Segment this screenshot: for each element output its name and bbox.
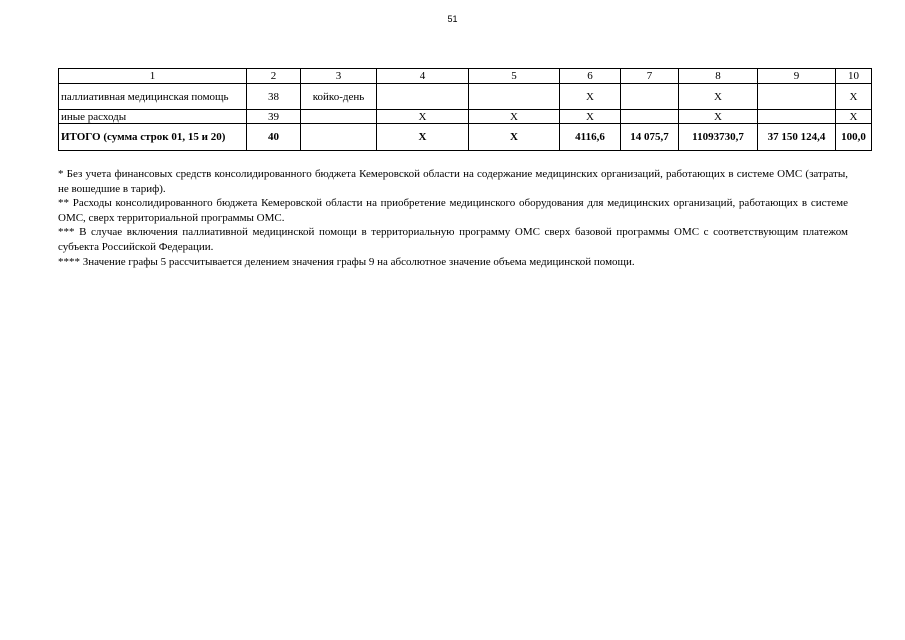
table-cell: 14 075,7 [621, 124, 679, 151]
table-total-row [59, 124, 872, 151]
table-cell: 100,0 [836, 124, 872, 151]
table-cell: Х [469, 124, 560, 151]
column-number: 2 [247, 69, 301, 84]
row-code: 38 [247, 84, 301, 110]
column-number: 1 [59, 69, 247, 84]
footnote: **** Значение графы 5 рассчитывается делением значения графы 9 на абсолютное значение объема медицинской помощи. [58, 255, 635, 268]
page-number: 51 [447, 14, 458, 24]
table-cell: Х [469, 110, 560, 124]
unit-cell [301, 110, 377, 124]
column-number: 4 [377, 69, 469, 84]
table-cell [469, 84, 560, 110]
unit-cell [301, 124, 377, 151]
table-header-row [59, 69, 872, 84]
table-cell: 4116,6 [560, 124, 621, 151]
column-number: 7 [621, 69, 679, 84]
column-number: 10 [836, 69, 872, 84]
footnote: ** Расходы консолидированного бюджета Кемеровской области на приобретение медицинского оборудования для медицинских организаций, работающих в системе ОМС, сверх территориальной программы ОМС. [58, 197, 848, 224]
table-cell: Х [679, 110, 758, 124]
table-cell: 11093730,7 [679, 124, 758, 151]
row-code: 40 [247, 124, 301, 151]
total-row-name: ИТОГО (сумма строк 01, 15 и 20) [59, 124, 247, 151]
row-name: паллиативная медицинская помощь [59, 84, 247, 110]
table-cell: Х [836, 110, 872, 124]
table-cell: Х [679, 84, 758, 110]
table-cell: Х [560, 110, 621, 124]
table-cell: Х [560, 84, 621, 110]
column-number: 9 [758, 69, 836, 84]
table-cell: Х [836, 84, 872, 110]
column-number: 5 [469, 69, 560, 84]
table-cell: 37 150 124,4 [758, 124, 836, 151]
column-number: 8 [679, 69, 758, 84]
column-number: 3 [301, 69, 377, 84]
row-code: 39 [247, 110, 301, 124]
table-cell [621, 84, 679, 110]
column-number: 6 [560, 69, 621, 84]
table-cell [377, 84, 469, 110]
table-cell: Х [377, 124, 469, 151]
table-cell [621, 110, 679, 124]
table-row [59, 110, 872, 124]
financial-table [58, 68, 872, 151]
table-cell [758, 84, 836, 110]
table-row [59, 84, 872, 110]
footnote: *** В случае включения паллиативной медицинской помощи в территориальную программу ОМС сверх базовой программы ОМС с соответствующим платежом субъекта Российской Федерации. [58, 226, 848, 253]
row-name: иные расходы [59, 110, 247, 124]
unit-cell: койко-день [301, 84, 377, 110]
table-cell: Х [377, 110, 469, 124]
footnote: * Без учета финансовых средств консолидированного бюджета Кемеровской области на содержание медицинских организаций, работающих в системе ОМС (затраты, не вошедшие в тариф). [58, 168, 848, 195]
table-cell [758, 110, 836, 124]
footnotes [58, 167, 848, 269]
